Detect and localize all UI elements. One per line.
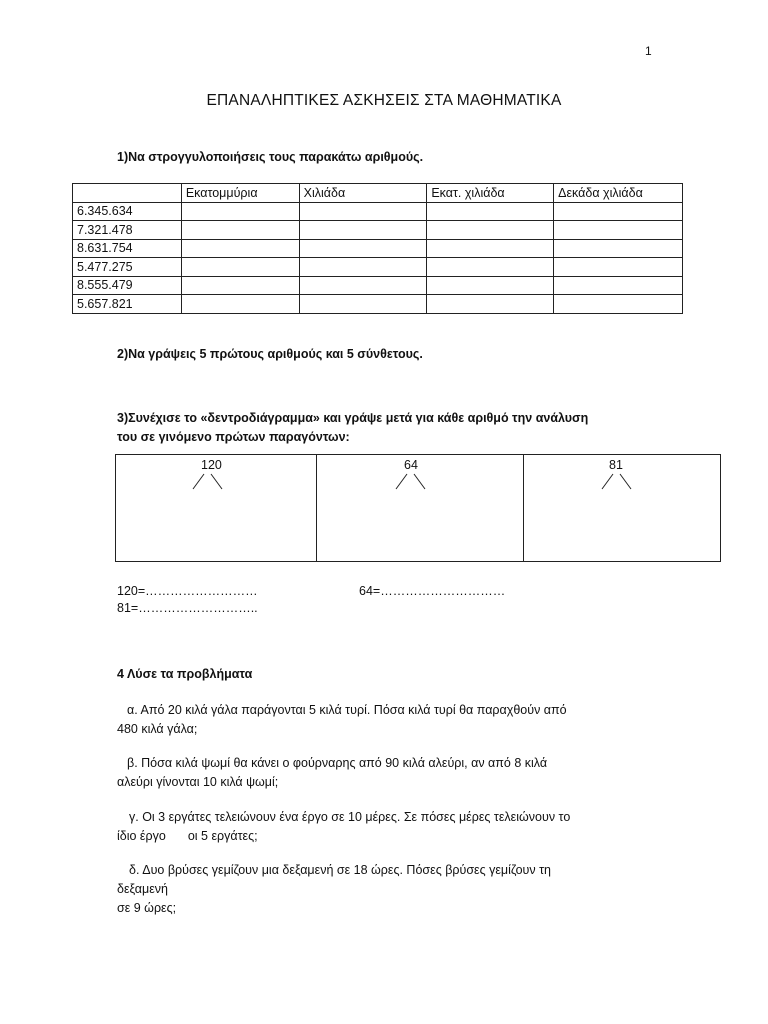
problem-gamma [117,808,570,846]
table-row [73,202,683,221]
answer-cell[interactable] [427,276,554,295]
table-row-number: 5.657.821 [73,295,182,314]
answer-cell[interactable] [299,202,427,221]
factor-tree-cell[interactable] [316,455,523,561]
answer-line-81[interactable]: 81=……………………….. [117,601,258,615]
answer-cell[interactable] [554,202,683,221]
answer-line-120[interactable]: 120=……………………… [117,584,258,598]
factor-tree-box [115,454,721,562]
answer-cell[interactable] [299,239,427,258]
problem-line: αλεύρι γίνονται 10 κιλά ψωμί; [117,775,279,789]
table-row [73,276,683,295]
answer-cell[interactable] [299,295,427,314]
question-4-prompt: 4 Λύσε τα προβλήματα [117,667,253,681]
tree-branch-icon [191,473,225,491]
answer-cell[interactable] [181,239,299,258]
table-row [73,239,683,258]
question-3-prompt-line: του σε γινόμενο πρώτων παραγόντων: [117,430,350,444]
table-row-number: 7.321.478 [73,221,182,240]
table-header-cell: Δεκάδα χιλιάδα [554,184,683,203]
table-row [73,295,683,314]
answer-cell[interactable] [554,276,683,295]
answer-cell[interactable] [181,221,299,240]
answer-line-64[interactable]: 64=………………………… [359,584,506,598]
page-title: ΕΠΑΝΑΛΗΠΤΙΚΕΣ ΑΣΚΗΣΕΙΣ ΣΤΑ ΜΑΘΗΜΑΤΙΚΑ [206,92,562,109]
answer-cell[interactable] [554,295,683,314]
question-3-prompt-line: 3)Συνέχισε το «δεντροδιάγραμμα» και γράψε μετά για κάθε αριθμό την ανάλυση [117,411,589,425]
table-header-cell: Χιλιάδα [299,184,427,203]
problem-line-part: οι 5 εργάτες; [187,829,258,843]
problem-line: α. Από 20 κιλά γάλα παράγονται 5 κιλά τυρί. Πόσα κιλά τυρί θα παραχθούν από [127,703,567,717]
question-3-prompt [117,409,588,447]
table-row-number: 5.477.275 [73,258,182,277]
problem-line: δ. Δυο βρύσες γεμίζουν μια δεξαμενή σε 18 ώρες. Πόσες βρύσες γεμίζουν τη [129,863,551,877]
problem-line-2 [117,827,570,846]
problem-alpha [117,701,567,739]
table-row [73,258,683,277]
answer-cell[interactable] [181,202,299,221]
table-row-number: 6.345.634 [73,202,182,221]
answer-cell[interactable] [427,239,554,258]
answer-cell[interactable] [427,221,554,240]
problem-line: δεξαμενή [117,882,168,896]
answer-cell[interactable] [554,258,683,277]
answer-cell[interactable] [299,258,427,277]
table-row [73,221,683,240]
tree-branch-icon [394,473,428,491]
table-header-row [73,184,683,203]
table-row-number: 8.555.479 [73,276,182,295]
tree-number: 120 [201,458,222,472]
answer-cell[interactable] [554,221,683,240]
answer-cell[interactable] [299,276,427,295]
problem-line: 480 κιλά γάλα; [117,722,198,736]
tree-branch-icon [600,473,634,491]
table-header-cell: Εκατ. χιλιάδα [427,184,554,203]
answer-cell[interactable] [427,295,554,314]
answer-cell[interactable] [181,276,299,295]
problem-line: β. Πόσα κιλά ψωμί θα κάνει ο φούρναρης από 90 κιλά αλεύρι, αν από 8 κιλά [127,756,548,770]
page-number: 1 [645,44,652,58]
answer-cell[interactable] [427,258,554,277]
answer-cell[interactable] [181,295,299,314]
problem-line: σε 9 ώρες; [117,901,177,915]
tree-number: 81 [609,458,623,472]
answer-cell[interactable] [554,239,683,258]
factor-tree-cell[interactable] [523,455,720,561]
problem-delta [117,861,551,918]
problem-beta [117,754,547,792]
factor-tree-cell[interactable] [116,455,316,561]
question-2-prompt: 2)Να γράψεις 5 πρώτους αριθμούς και 5 σύνθετους. [117,347,423,361]
problem-line: γ. Οι 3 εργάτες τελειώνουν ένα έργο σε 10 μέρες. Σε πόσες μέρες τελειώνουν το [129,810,571,824]
rounding-table [72,183,683,314]
tree-number: 64 [404,458,418,472]
table-header-cell [73,184,182,203]
table-row-number: 8.631.754 [73,239,182,258]
problem-line-part: ίδιο έργο [117,829,166,843]
answer-cell[interactable] [299,221,427,240]
answer-cell[interactable] [427,202,554,221]
table-header-cell: Εκατομμύρια [181,184,299,203]
answer-cell[interactable] [181,258,299,277]
question-1-prompt: 1)Να στρογγυλοποιήσεις τους παρακάτω αριθμούς. [117,150,424,164]
